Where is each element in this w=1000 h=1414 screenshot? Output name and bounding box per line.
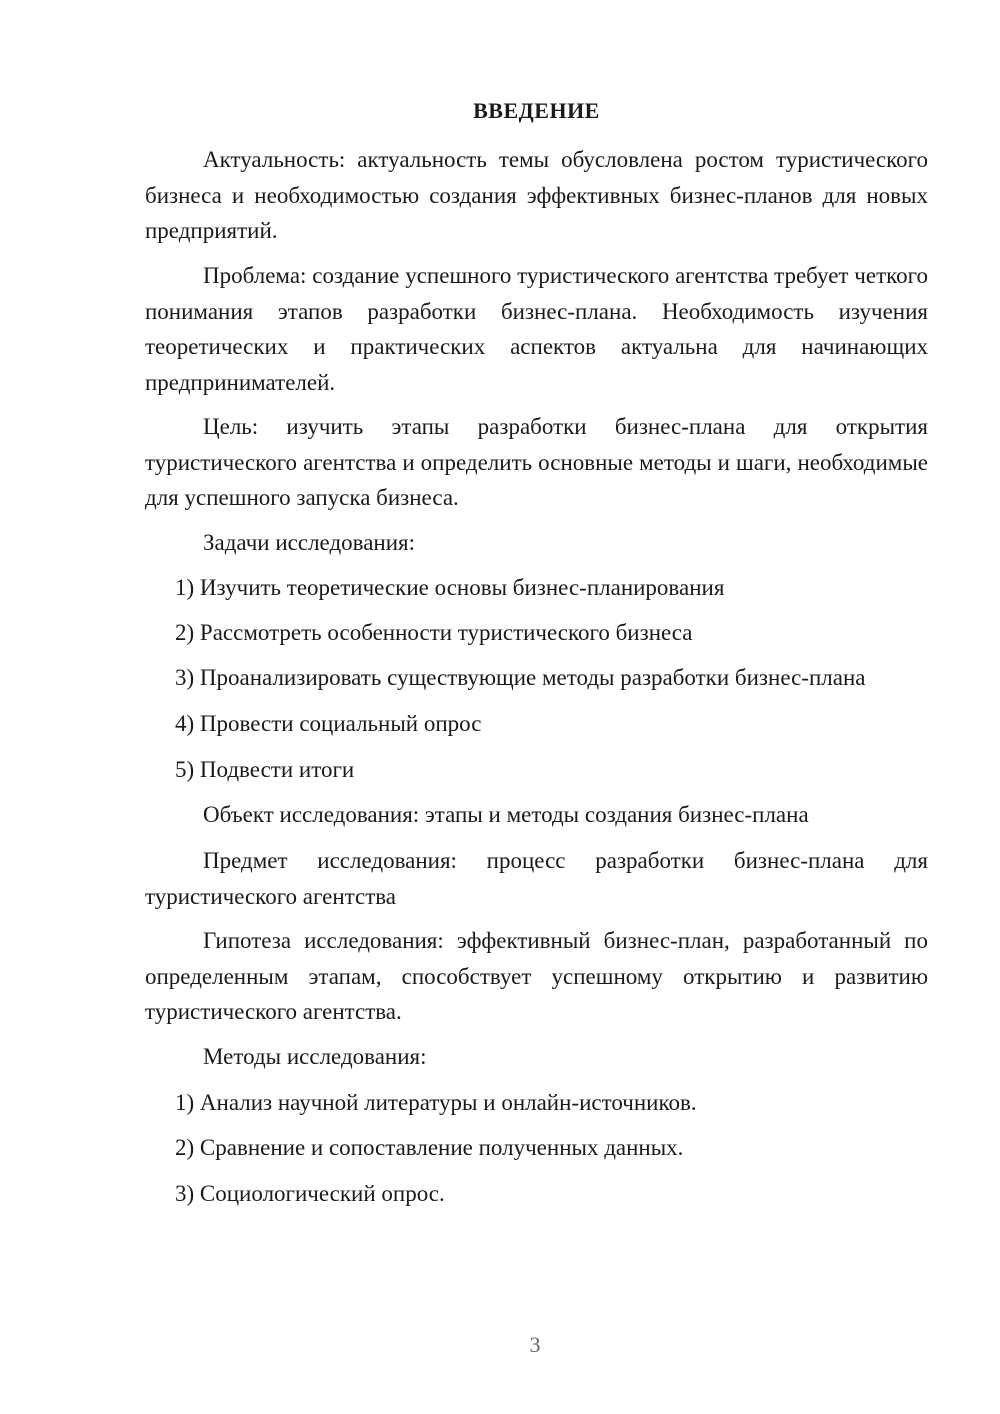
task-item-1: 1) Изучить теоретические основы бизнес-планирования bbox=[175, 575, 725, 600]
tasks-heading: Задачи исследования: bbox=[203, 530, 416, 555]
method-item-2: 2) Сравнение и сопоставление полученных данных. bbox=[175, 1135, 684, 1160]
methods-heading: Методы исследования: bbox=[203, 1044, 427, 1069]
task-item-5: 5) Подвести итоги bbox=[175, 757, 355, 782]
hypothesis-paragraph: Гипотеза исследования: эффективный бизнес-план, разработанный по определенным этапам, способствует успешному открытию и развитию туристического агентства. bbox=[145, 928, 928, 1024]
method-item-3: 3) Социологический опрос. bbox=[175, 1181, 445, 1206]
relevance-paragraph: Актуальность: актуальность темы обусловлена ростом туристического бизнеса и необходимостью создания эффективных бизнес-планов для новых предприятий. bbox=[145, 147, 928, 243]
subject-paragraph: Предмет исследования: процесс разработки бизнес-плана для туристического агентства bbox=[145, 848, 928, 909]
method-item-1: 1) Анализ научной литературы и онлайн-источников. bbox=[175, 1090, 697, 1115]
object-paragraph: Объект исследования: этапы и методы создания бизнес-плана bbox=[203, 802, 809, 827]
page-title: ВВЕДЕНИЕ bbox=[473, 98, 600, 123]
task-item-4: 4) Провести социальный опрос bbox=[175, 711, 482, 736]
page-number: 3 bbox=[529, 1332, 541, 1357]
goal-paragraph: Цель: изучить этапы разработки бизнес-плана для открытия туристического агентства и определить основные методы и шаги, необходимые для успешного запуска бизнеса. bbox=[145, 414, 928, 510]
task-item-3: 3) Проанализировать существующие методы разработки бизнес-плана bbox=[175, 665, 866, 690]
task-item-2: 2) Рассмотреть особенности туристического бизнеса bbox=[175, 620, 693, 645]
problem-paragraph: Проблема: создание успешного туристического агентства требует четкого понимания этапов разработки бизнес-плана. Необходимость изучения теоретических и практических аспектов актуальна для начинающих предпринимателей. bbox=[145, 263, 928, 395]
